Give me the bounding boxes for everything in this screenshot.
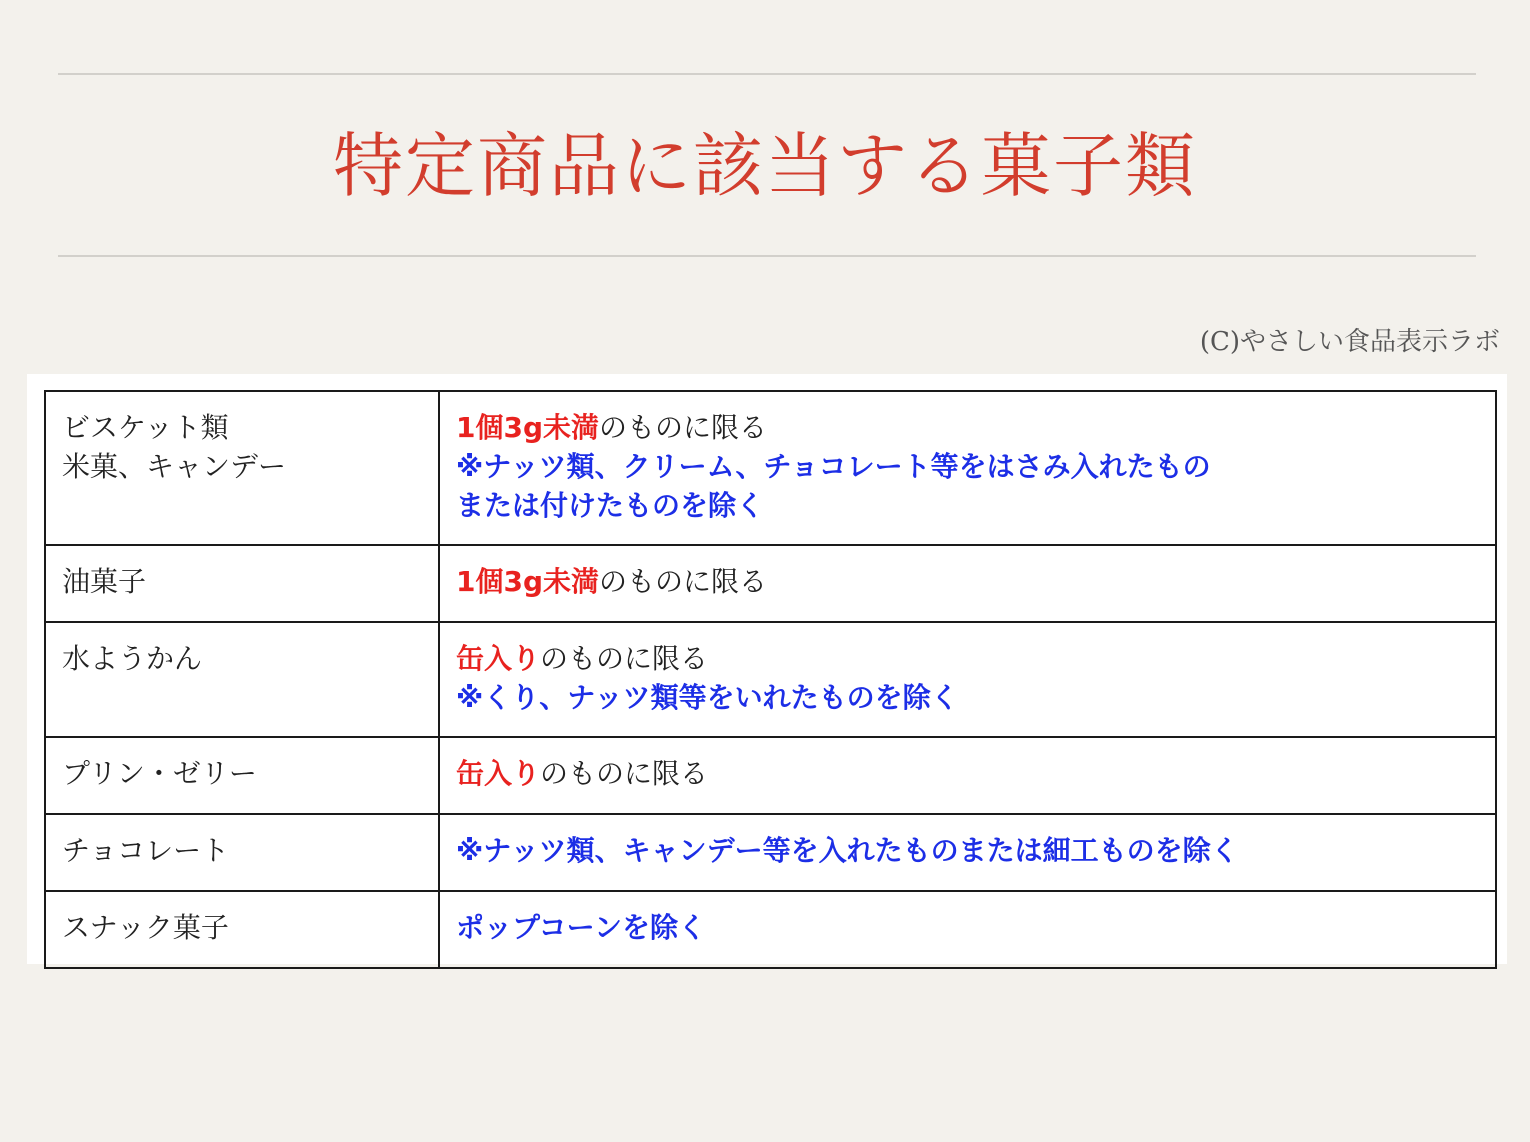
exclusion-note: ※ナッツ類、キャンデー等を入れたものまたは細工ものを除く [456, 834, 1239, 867]
category-cell [45, 622, 439, 737]
category-cell [45, 545, 439, 622]
condition-line [456, 408, 1479, 447]
condition-text: のものに限る [599, 411, 768, 444]
condition-cell [439, 814, 1496, 891]
category-cell [45, 391, 439, 545]
table-row [45, 391, 1496, 545]
condition-text: のものに限る [599, 565, 768, 598]
copyright-notice: (C)やさしい食品表示ラボ [1199, 327, 1500, 357]
category-cell [45, 814, 439, 891]
bottom-divider [58, 255, 1476, 257]
category-label: プリン・ゼリー [62, 757, 257, 790]
table-row [45, 891, 1496, 968]
category-label: ビスケット類 [62, 411, 229, 444]
category-cell [45, 891, 439, 968]
category-label: スナック菓子 [62, 911, 229, 944]
condition-highlight: 缶入り [456, 757, 541, 790]
condition-highlight: 缶入り [456, 642, 541, 675]
condition-cell [439, 891, 1496, 968]
table-row [45, 545, 1496, 622]
top-divider [58, 73, 1476, 75]
category-label: 水ようかん [62, 642, 203, 675]
exclusion-note: ポップコーンを除く [456, 911, 707, 944]
page-title: 特定商品に該当する菓子類 [333, 125, 1197, 207]
condition-cell [439, 391, 1496, 545]
confectionery-table [44, 390, 1497, 969]
category-label: 米菓、キャンデー [62, 450, 287, 483]
condition-cell [439, 737, 1496, 814]
exclusion-note: または付けたものを除く [456, 489, 765, 522]
exclusion-note: ※くり、ナッツ類等をいれたものを除く [456, 681, 959, 714]
table-row [45, 622, 1496, 737]
table-row [45, 737, 1496, 814]
condition-text: のものに限る [540, 642, 709, 675]
table-row [45, 814, 1496, 891]
condition-highlight: 1個3g未満 [456, 565, 600, 598]
condition-cell [439, 622, 1496, 737]
condition-highlight: 1個3g未満 [456, 411, 600, 444]
condition-cell [439, 545, 1496, 622]
exclusion-note: ※ナッツ類、クリーム、チョコレート等をはさみ入れたもの [456, 450, 1211, 483]
condition-text: のものに限る [540, 757, 709, 790]
condition-line [456, 562, 1479, 601]
table-card [27, 374, 1507, 964]
category-cell [45, 737, 439, 814]
category-label: チョコレート [62, 834, 230, 867]
condition-line [456, 639, 1479, 678]
condition-line [456, 754, 1479, 793]
category-label: 油菓子 [62, 565, 147, 598]
